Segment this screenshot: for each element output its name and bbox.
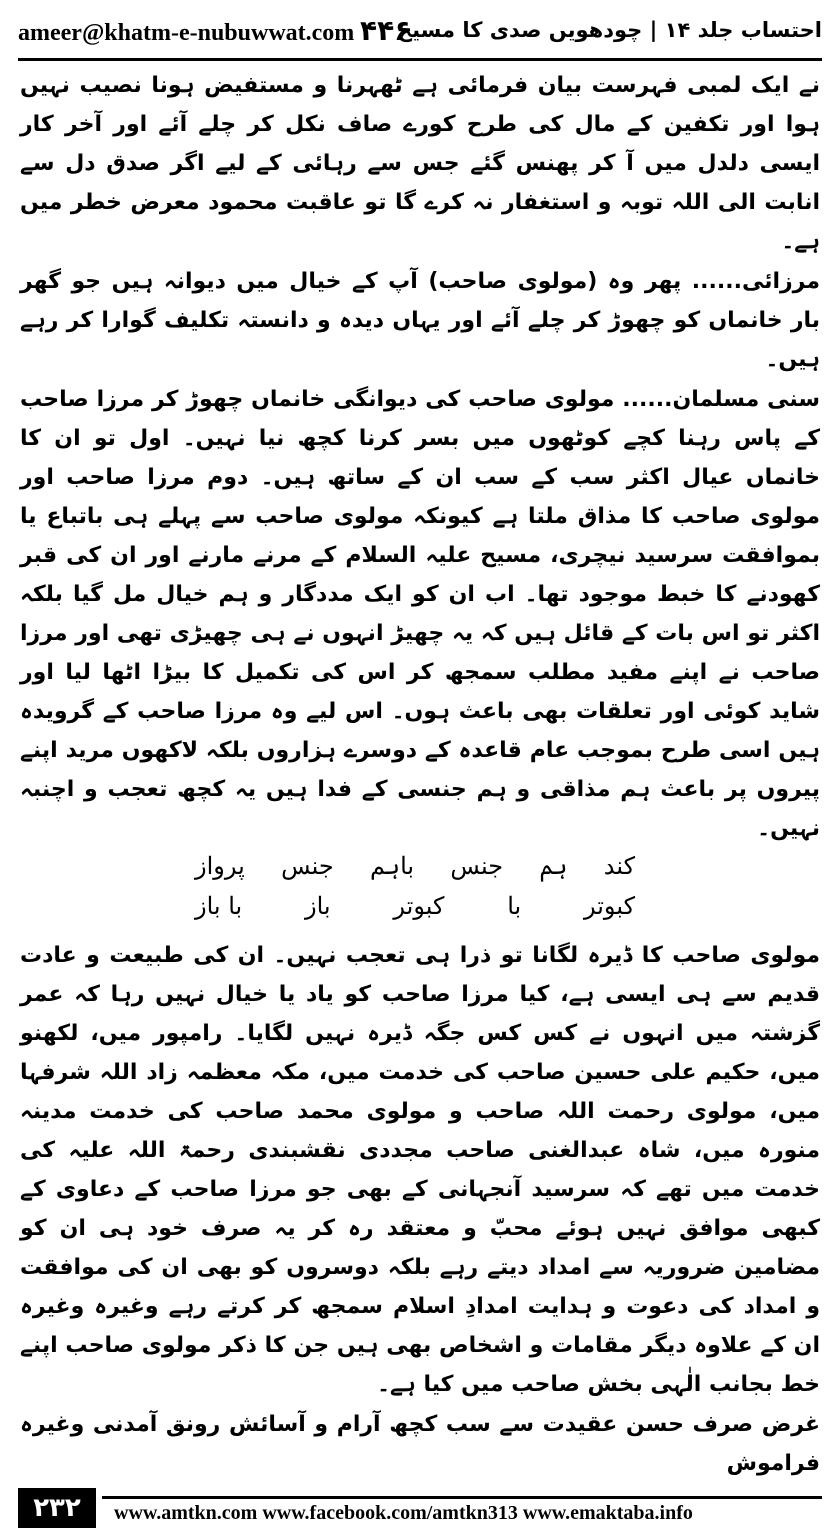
couplet-line-2 bbox=[195, 892, 635, 920]
page-footer bbox=[18, 1488, 822, 1532]
couplet-word: جنس bbox=[450, 852, 504, 880]
couplet-word: ہم bbox=[539, 852, 568, 880]
couplet-word: کبوتر bbox=[584, 892, 635, 920]
page-body bbox=[20, 66, 820, 1484]
persian-couplet bbox=[20, 850, 820, 930]
header-page-number: ۴۴۶ bbox=[360, 14, 412, 47]
paragraph-5: غرض صرف حسن عقیدت سے سب کچھ آرام و آسائش رونق آمدنی وغیرہ فراموش bbox=[20, 1412, 820, 1476]
paragraph-3: سنی مسلمان...... مولوی صاحب کی دیوانگی خانماں چھوڑ کر مرزا صاحب کے پاس رہنا کچے کوٹھوں میں بسر کرنا کچھ نیا نہیں۔ اول تو ان کا خانماں عیال اکثر سب کے سب ان کے ساتھ ہیں۔ دوم مرزا صاحب اور مولوی صاحب کا مذاق ملتا ہے کیونکہ مولوی صاحب سے پہلے ہی باتباع یا بموافقت سرسید نیچری، مسیح علیہ السلام کے مرنے مارنے اور ان کی قبر کھودنے کا خبط موجود تھا۔ اب ان کو ایک مددگار و ہم خیال مل گیا بلکہ اکثر تو اس بات کے قائل ہیں کہ یہ چھیڑ انہوں نے ہی چھیڑی تھی اور مرزا صاحب نے اپنے مفید مطلب سمجھ کر اس کی تکمیل کا بیڑا اٹھا لیا اور شاید کوئی اور تعلقات بھی باعث ہوں۔ اس لیے وہ مرزا صاحب کے گرویدہ ہیں اسی طرح بموجب عام قاعدہ کے دوسرے ہزاروں بلکہ لاکھوں مرید اپنے پیروں پر باعث ہم مذاقی و ہم جنسی کے فدا ہیں یہ کچھ تعجب و اچنبہ نہیں۔ bbox=[20, 387, 820, 841]
footer-divider bbox=[102, 1496, 822, 1499]
footer-urls: www.amtkn.com www.facebook.com/amtkn313 www.emaktaba.info bbox=[114, 1502, 693, 1524]
couplet-word: جنس bbox=[281, 852, 334, 880]
couplet-word: باز bbox=[305, 892, 331, 920]
page-header bbox=[18, 14, 822, 58]
header-email: ameer@khatm-e-nubuwwat.com bbox=[18, 20, 355, 46]
couplet-word: پرواز bbox=[195, 852, 245, 880]
couplet-word: کبوتر bbox=[393, 892, 445, 920]
paragraph-2: مرزائی...... پھر وہ (مولوی صاحب) آپ کے خیال میں دیوانہ ہیں جو گھر بار خانماں کو چھوڑ کر چلے آئے اور یہاں دیدہ و دانستہ تکلیف گوارا کر رہے ہیں۔ bbox=[20, 269, 820, 372]
couplet-word: با bbox=[507, 892, 522, 920]
footer-page-number: ۲۳۲ bbox=[18, 1488, 96, 1528]
couplet-word: با باز bbox=[195, 892, 243, 920]
paragraph-4: مولوی صاحب کا ڈیرہ لگانا تو ذرا ہی تعجب نہیں۔ ان کی طبیعت و عادت قدیم سے ہی ایسی ہے، کیا مرزا صاحب کو یاد یا خیال نہیں رہا کہ عمر گزشتہ میں انہوں نے کس کس جگہ ڈیرہ نہیں لگایا۔ رامپور میں، لکھنو میں، حکیم علی حسین صاحب کی خدمت میں، مکہ معظمہ زاد اللہ شرفہا میں، مولوی رحمت اللہ صاحب و مولوی محمد صاحب کی خدمت مدینہ منورہ میں، شاہ عبدالغنی صاحب مجددی نقشبندی رحمۃ اللہ علیہ کی خدمت میں تھے کہ سرسید آنجہانی کے بھی جو مرزا صاحب کے دعاوی کے کبھی موافق نہیں ہوئے محبّ و معتقد رہ کر یہ صرف خود ہی ان کو مضامین ضروریہ سے امداد دیتے رہے بلکہ دوسروں کو بھی ان کی موافقت و امداد کی دعوت و ہدایت امدادِ اسلام سمجھ کر کرتے رہے وغیرہ وغیرہ ان کے علاوہ دیگر مقامات و اشخاص بھی ہیں جن کا ذکر مولوی صاحب اپنے خط بجانب الٰہی بخش صاحب میں کیا ہے۔ bbox=[20, 943, 820, 1397]
header-divider bbox=[18, 58, 822, 61]
header-book-title: احتساب جلد ۱۴ | چودھویں صدی کا مسیح bbox=[396, 18, 822, 42]
paragraph-1: نے ایک لمبی فہرست بیان فرمائی ہے ٹھہرنا و مستفیض ہونا نصیب نہیں ہوا اور تکفین کے مال کی طرح کورے صاف نکل کر چلے آئے اور آخر کار ایسی دلدل میں آ کر پھنس گئے جس سے رہائی کے لیے اگر صدق دل سے انابت الی اللہ توبہ و استغفار نہ کرے گا تو عاقبت محمود معرض خطر میں ہے۔ bbox=[20, 73, 820, 254]
couplet-word: باہم bbox=[370, 852, 415, 880]
couplet-word: کند bbox=[603, 852, 635, 880]
couplet-line-1 bbox=[195, 852, 635, 880]
